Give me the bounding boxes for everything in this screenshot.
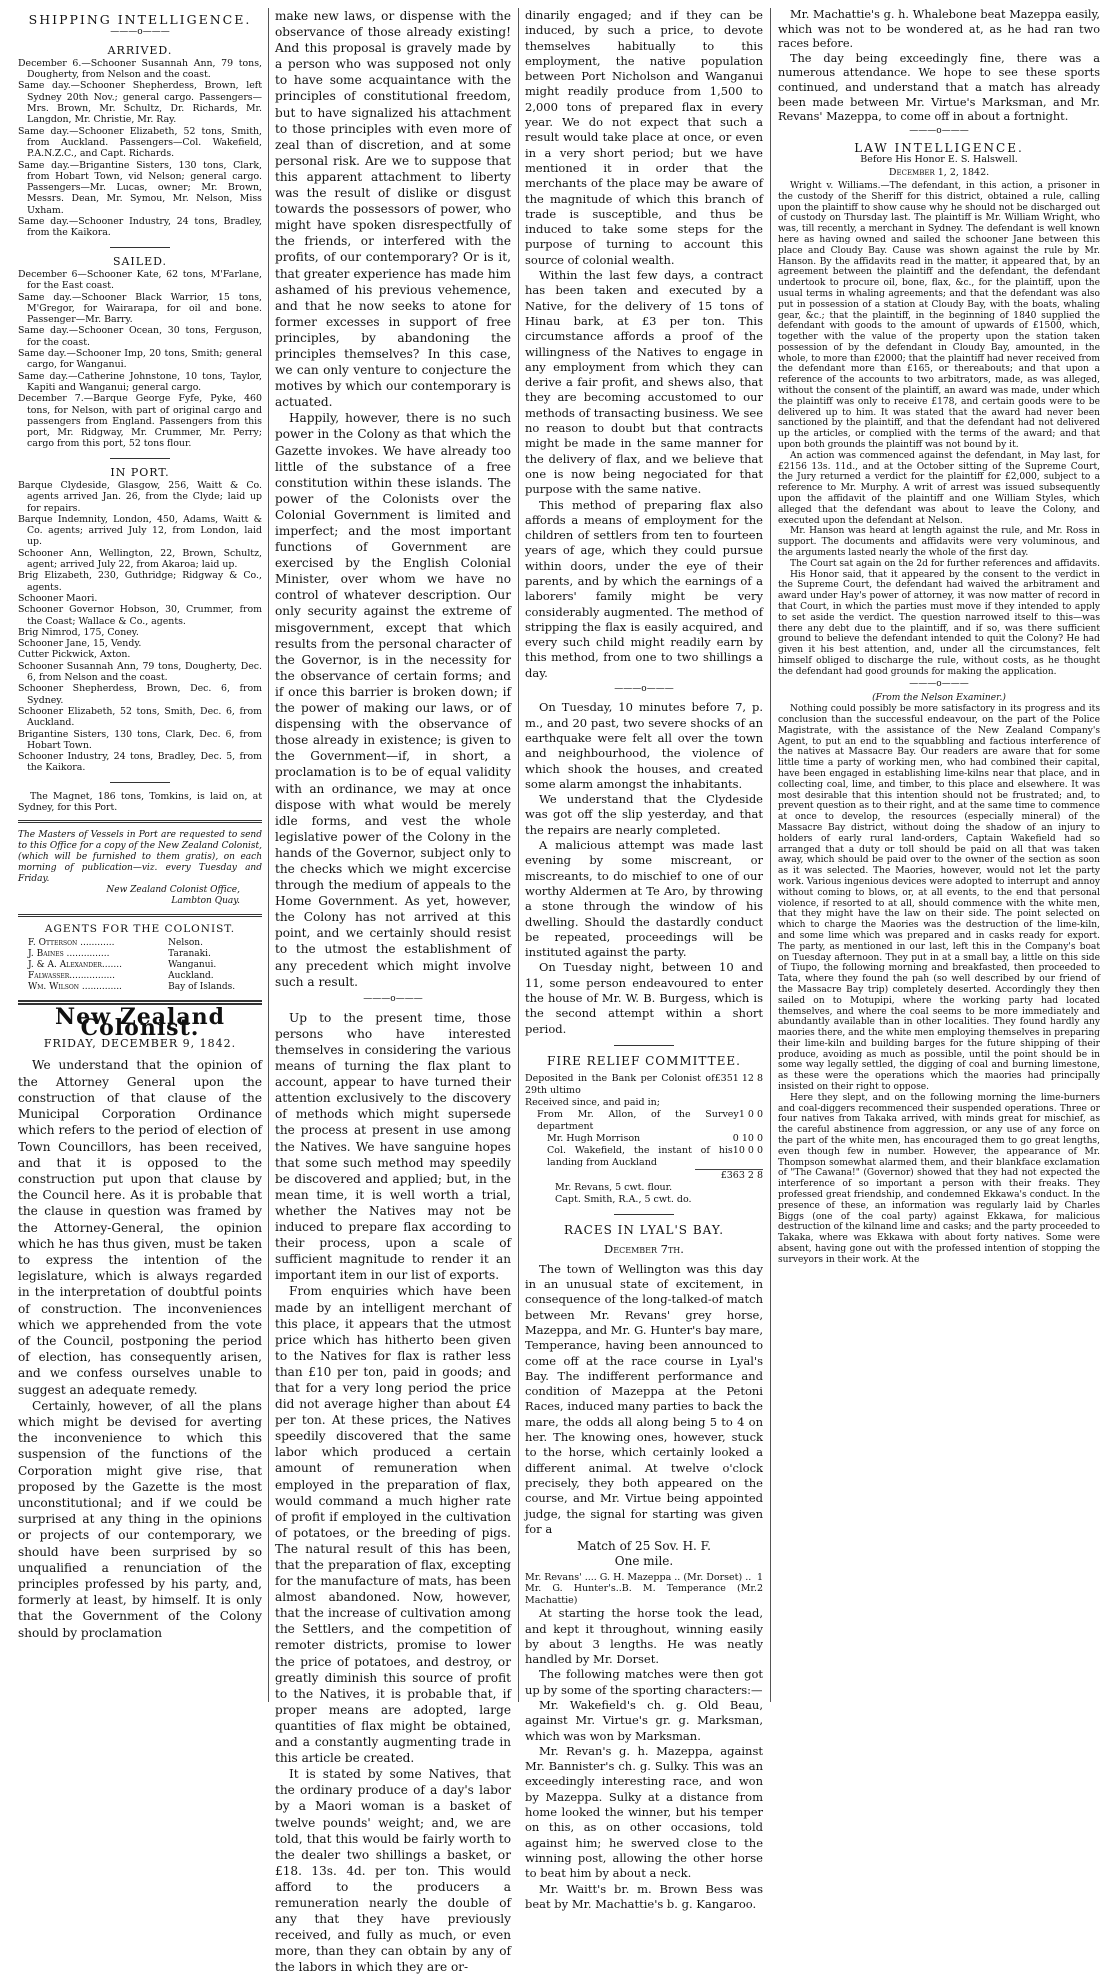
label: Mr. Hugh Morrison <box>547 1133 641 1145</box>
list-item: Same day.—Schooner Elizabeth, 52 tons, Smith, from Auckland. Passengers—Col. Wakefield, P.A.N.Z.C., and Capt. Richards. <box>18 125 262 160</box>
arrived-heading: ARRIVED. <box>107 43 173 57</box>
divider <box>110 782 170 783</box>
table-row <box>18 971 262 982</box>
list-item: Schooner Industry, 24 tons, Bradley, Dec. 5, from the Kaikora. <box>18 751 262 774</box>
list-item: Brigantine Sisters, 130 tons, Clark, Dec. 6, from Hobart Town. <box>18 728 262 751</box>
divider <box>110 458 170 459</box>
list-item: December 7.—Barque George Fyfe, Pyke, 460 tons, for Nelson, with part of original cargo and passengers from England. Passengers from this port, Mr. Ridgway, Mr. Crummer, Mr. Perry; cargo from this port, 52 tons flour. <box>18 393 262 450</box>
list-item: Same day.—Schooner Ocean, 30 tons, Ferguson, for the coast. <box>18 325 262 348</box>
list-item: December 6.—Schooner Susannah Ann, 79 tons, Dougherty, from Nelson and the coast. <box>18 57 262 81</box>
paragraph: The Court sat again on the 2d for further references and affidavits. <box>790 558 1100 569</box>
table-row <box>18 949 262 960</box>
column-1 <box>18 8 262 1702</box>
agent-place: Auckland. <box>168 970 214 981</box>
paragraph: Wright v. Williams.—The defendant, in this action, a prisoner in the custody of the Sheriff for this district, obtained a rule, calling upon the plaintiff to show cause why he should not be discharged out of custody on Thursday last. The plaintiff is Mr. William Wright, who was, till recently, a merchant in Sydney. The defendant is well known here as having owned and sailed the schooner Jane between this place and Cloudy Bay. Cause was shown against the rule by Mr. Hanson. By the affidavits read in the matter, it appeared that, by an agreement between the plaintiff and the defendant, the defendant undertook to procure oil, bone, flax, &c., for the plaintiff, upon the usual terms in whaling agreements; and that the defendant was also put in possession of a station at Cloudy Bay, with the boats, whaling gear, &c.; that the plaintiff, in the beginning of 1840 supplied the defendant with goods to the amount of upwards of £1500, which, together with the value of the property upon the station taken possession of by the defendant in Cloudy Bay, amounted, in the whole, to more than £2000; that the plaintiff had never received from the defendant more than £165, or thereabouts; and that upon a reference of the accounts to two arbitrators, made, as was alleged, without the consent of the plaintiff, an award was made, under which the plaintiff was only to receive £178, and certain goods were to be delivered up to him. It was stated that the award had never been sanctioned by the plaintiff, and that the defendant had not delivered up the articles, or complied with the terms of the award; and that upon both grounds the plaintiff was not bound by it. <box>778 180 1100 451</box>
column-rule <box>770 8 771 1702</box>
paragraph: His Honor said, that it appeared by the consent to the verdict in the Supreme Court, the defendant had waived the arbitrament and award under Hay's power of attorney, it was now matter of record in that Court, in which the parties must move if they intended to apply to set aside the verdict. The question narrowed itself to this—was there any debt due to the plaintiff, and if so, was there sufficient ground to believe the defendant intended to quit the Colony? He had given it his best attention, and, under all the circumstances, felt himself obliged to discharge the rule, without costs, as he thought the defendant had good grounds for making the application. <box>778 569 1100 677</box>
ornament: ———o——— <box>614 684 674 695</box>
races-title: RACES IN LYAL'S BAY. <box>563 1223 725 1238</box>
agents-table <box>18 938 262 993</box>
paragraph: Up to the present time, those persons who have interested themselves in considering the various means of turning the flax plant to account, appear to have turned their attention exclusively to the discovery of methods which might supersede the process at present in use among the Natives. We have sanguine hopes that some such method may speedily be discovered and applied; but, in the mean time, it is well worth a trial, whether the Natives may not be induced to prepare flax according to their process, upon a scale of sufficient magnitude to render it an important item in our list of exports. <box>275 1010 511 1283</box>
list-item: Same day.—Schooner Imp, 20 tons, Smith; general cargo, for Wanganui. <box>18 348 262 371</box>
list-item: Brig Nimrod, 175, Coney. <box>18 626 139 638</box>
amount: 1 0 0 <box>738 1109 763 1121</box>
paragraph: The day being exceedingly fine, there was a numerous attendance. We hope to see these sports continued, and understand that a match has already been made between Mr. Virtue's Marksman, and Mr. Revans' Mazeppa, to come off in about a fortnight. <box>778 51 1100 124</box>
match-sub: One mile. <box>614 1554 674 1569</box>
races-continued <box>778 8 1100 125</box>
double-rule <box>18 914 262 917</box>
paragraph: Happily, however, there is no such power in the Colony as that which the Gazette invokes. We have already too little of the substance of a free constitution within these islands. The power of the Colonists over the Colonial Government is limited and imperfect; and the most important functions of Government are exercised by the English Colonial Minister, over whom we have no control of whatever description. Our only security against the extreme of misgovernment, except that which results from the personal character of the Governor, is in the necessity for the observance of certain forms; and if once this barrier is broken down; if the power of making our laws, or of dispensing with the observance of those already in existence; is given to the Government—if, in short, a proclamation is to be of equal validity with an ordinance, we may at once dispose with what would be merely idle forms, and vest the whole legislative power of the Colony in the hands of the Governor, subject only to the checks which we might excercise through the medium of appeals to the Home Government. As yet, however, the Colony has not arrived at this point, and we certainly should resist to the utmost the establishment of any precedent which might involve such a result. <box>275 411 511 989</box>
table-row: Received since, and paid in; <box>525 1097 660 1109</box>
list-item: Schooner Ann, Wellington, 22, Brown, Schultz, agent; arrived July 22, from Akaroa; laid up. <box>18 547 262 571</box>
column-3 <box>525 8 763 1911</box>
agents-title: AGENTS FOR THE COLONIST. <box>44 923 236 936</box>
list-item: Schooner Susannah Ann, 79 tons, Dougherty, Dec. 6, from Nelson and the coast. <box>18 660 262 684</box>
table-row <box>18 938 262 949</box>
paragraph: Mr. Revan's g. h. Mazeppa, against Mr. Bannister's ch. g. Sulky. This was an exceedingly interesting race, and won by Mazeppa. Sulky at a distance from home looked the winner, but his temper on this, as on other occasions, told against him; he swerved close to the winning post, allowing the other horse to beat him by about a neck. <box>525 1743 763 1881</box>
divider <box>110 247 170 248</box>
paragraph: Nothing could possibly be more satisfactory in its progress and its conclusion than the successful endeavour, on the part of the Police Magistrate, with the assistance of the New Zealand Company's Agent, to put an end to the squabbling and factious interference of the natives at Massacre Bay. Our readers are aware that for some little time a party of working men, who had combined their capital, have been engaged in establishing lime-kilns near that place, and in collecting coal, lime, and timber, to this place and elsewhere. It was most desirable that this intention should not be frustrated; and, to prevent question as to their right, and at the same time to commence at once to develop, the resources (especially mineral) of the Massacre Bay district, without doing the shadow of an injury to holders of early rural land-orders, Captain Wakefield had so arranged that a duty or toll should be paid on all that was taken away, which should be paid over to the owner of the section as soon as it was selected. The Maories, however, would not let the party work. Various ingenious devices were adopted to interrupt and annoy without coming to blows, or, at all events, to the end that personal violence, if resorted to at all, should commence with the white men, that they might have the law on their side. The point selected on which to charge the Maories was the destruction of the lime-kiln, and some lime which was prepared and in casks ready for export. The party, as mentioned in our last, left this in the Company's boat on Tuesday afternoon. They put in at a small bay, a little on this side of Tiupo, the following morning and breakfasted, then proceeded to Tata, where they found the pah (so well described by our friend of the Massacre Bay trip) completely deserted. Accordingly they then sailed on to Motupipi, where the working party had located themselves, and where the coal seems to be more immediately and abundantly available than in other localities. They found hardly any maories there, and the white men employing themselves in preparing their lime-kiln and building barges for the future shipping of their produce, avoiding as much as possible, until the point should be in some way legally settled, the digging of coal and burning limestone, as these were the operations which the maories had principally insisted on their right to oppose. <box>778 704 1100 1093</box>
agent-place: Wanganui. <box>168 959 217 970</box>
examiner-caption: (From the Nelson Examiner.) <box>872 693 1006 704</box>
label: Deposited in the Bank per Colonist of 29th ultimo <box>525 1073 715 1097</box>
amount: 0 10 0 <box>732 1133 763 1145</box>
ornament: ———o——— <box>110 27 170 38</box>
table-row <box>525 1109 763 1133</box>
label: From Mr. Allon, of the Survey department <box>537 1109 739 1133</box>
agent-name: Wm. Wilson .............. <box>28 981 122 992</box>
list-item: Same day.—Brigantine Sisters, 130 tons, Clark, from Hobart Town, vid Nelson; general cargo. Passengers—Mr. Lucas, owner; Mr. Brown, Messrs. Dean, Mr. Symou, Mr. Nelson, Miss Uxham. <box>18 159 262 216</box>
paragraph: A malicious attempt was made last evening by some miscreant, or miscreants, to do mischief to one of our worthy Aldermen at Te Aro, by throwing a stone through the window of his dwelling. Should the dastardly conduct be repeated, proceedings will be instituted against the party. <box>525 838 763 960</box>
paragraph: Mr. Waitt's br. m. Brown Bess was beat by Mr. Machattie's b. g. Kangaroo. <box>525 1881 763 1911</box>
list-item: Schooner Shepherdess, Brown, Dec. 6, from Sydney. <box>18 683 262 706</box>
shipping-title: SHIPPING INTELLIGENCE. <box>28 12 252 27</box>
paragraph: Mr. Wakefield's ch. g. Old Beau, against Mr. Virtue's gr. g. Marksman, which was won by Marksman. <box>525 1698 763 1743</box>
column-4 <box>778 8 1100 1702</box>
list-item: Same day.—Schooner Black Warrior, 15 tons, M'Gregor, for Wairarapa, for oil and bone. Passenger—Mr. Barry. <box>18 291 262 326</box>
table-row <box>695 1169 763 1182</box>
paragraph: The town of Wellington was this day in an unusual state of excitement, in consequence of the long-talked-of match between Mr. Revans' grey horse, Mazeppa, and Mr. G. Hunter's bay mare, Temperance, having been announced to come off at the race course in Lyal's Bay. The indifferent performance and condition of Mazeppa at the Petoni Races, induced many parties to back the mare, the odds all along being 5 to 4 on her. The knowing ones, however, stuck to the horse, which certainly looked a different animal. At twelve o'clock precisely, they both appeared on the course, and Mr. Virtue being appointed judge, the signal for starting was given for a <box>525 1261 763 1536</box>
table-row <box>525 1145 763 1169</box>
label: Mr. G. Hunter's..B. M. Temperance (Mr. Machattie) <box>525 1583 757 1606</box>
agent-name: F. Otterson ............ <box>28 937 115 948</box>
ornament: ———o——— <box>363 993 423 1004</box>
paragraph: On Tuesday, 10 minutes before 7, p. m., and 20 past, two severe shocks of an earthquake were felt all over the town and neighbourhood, the violence of which shook the houses, and created some alarm amongst the inhabitants. <box>525 700 763 791</box>
paragraph: It is stated by some Natives, that the ordinary produce of a day's labor by a Maori woman is a basket of twelve pounds' weight; and, we are told, that this would be fairly worth to the dealer two shillings a basket, or £18. 13s. 4d. per ton. This would afford to the producers a remuneration nearly the double of any that they have previously received, and fully as much, or even more, than they can obtain by any of the labors in which they are or- <box>275 1767 511 1975</box>
paragraph: On Tuesday night, between 10 and 11, some person endeavoured to enter the house of Mr. W. B. Burgess, which is the second attempt within a short period. <box>525 960 763 1036</box>
amount: 10 0 0 <box>732 1145 763 1157</box>
column-rule <box>268 8 269 1702</box>
list-item: Brig Elizabeth, 230, Guthridge; Ridgway & Co., agents. <box>18 570 262 593</box>
list-item: Schooner Governor Hobson, 30, Crummer, from the Coast; Wallace & Co., agents. <box>18 604 262 627</box>
list-item: Same day.—Catherine Johnstone, 10 tons, Taylor, Kapiti and Wanganui; general cargo. <box>18 370 262 393</box>
label: Mr. Revans' .... G. H. Mazeppa .. (Mr. Dorset) .. <box>525 1571 752 1583</box>
divider <box>614 1045 674 1046</box>
list-item: Same day.—Schooner Industry, 24 tons, Bradley, from the Kaikora. <box>18 216 262 239</box>
agent-place: Taranaki. <box>168 948 211 959</box>
ornament: ———o——— <box>909 678 969 689</box>
court-line: Before His Honor E. S. Halswell. <box>860 154 1018 166</box>
divider <box>614 1214 674 1215</box>
paragraph: make new laws, or dispense with the observance of those already existing! And this proposal is gravely made by a person who was supposed not only to have some acquaintance with the principles of constitutional freedom, but to have signalized his attachment to those principles with even more of zeal than of discretion, and at some personal risk. Are we to suppose that this apparent attachment to liberty was the result of dislike or disgust towards the possessors of power, who might have spoken disrespectfully of the friends, or interfered with the profits, of our contemporary? Or is it, that greater experience has made him ashamed of his previous vehemence, and that he now seeks to atone for former excesses in support of free principles, by abandoning the principles themselves? In this case, we can only venture to conjecture the motives by which our contemporary is actuated. <box>275 9 511 410</box>
column-rule <box>518 8 519 1702</box>
law-title: LAW INTELLIGENCE. <box>854 140 1024 155</box>
list-item: Schooner Elizabeth, 52 tons, Smith, Dec. 6, from Auckland. <box>18 705 262 729</box>
paragraph: The following matches were then got up by some of the sporting characters:— <box>525 1667 763 1697</box>
paragraph: Certainly, however, of all the plans which might be devised for averting the inconvenience to which this suspension of the functions of the Corporation might give rise, that proposed by the Gazette is the most unconstitutional; and if we could be surprised at any thing in the opinions or projects of our contemporary, we should have been surprised by so unqualified a renunciation of the principles professed by his party, and, formerly at least, by himself. It is only that the Government of the Colony should by proclamation <box>18 1398 262 1640</box>
paragraph: Here they slept, and on the following morning the lime-burners and coal-diggers recommenced their suspended operations. Three or four natives from Takaka arrived, with minds great for mischief, as the careful abstinence from aggression, or any use of any force on the part of the white men, has encouraged them to go great lengths, even though few in number. However, the appearance of Mr. Thompson somewhat alarmed them, and their blankface exclamation of "The Cawana!" (Governor) showed that they had not expected the interference of so important a person with their freaks. They professed great friendship, and condemned Ekkawa's conduct. In the presence of these, an information was regularly laid by Charles Biggs (one of the coal party) against Ekkawa, for malicious destruction of the kilnand lime and casks; and the party proceeded to Takaka, where was Ekkawa with about forty natives. Some were absent, having gone out with the professed intention of stopping the surveyors in their work. At the <box>778 1092 1100 1265</box>
place: 1 <box>756 1571 763 1583</box>
paragraph: Mr. Hanson was heard at length against the rule, and Mr. Ross in support. The documents and affidavits were very voluminous, and the arguments lasted nearly the whole of the first day. <box>778 526 1100 559</box>
arrived-list <box>18 58 262 239</box>
list-item: Barque Clydeside, Glasgow, 256, Waitt & Co. agents arrived Jan. 26, from the Clyde; laid up for repairs. <box>18 479 262 514</box>
amount: £351 12 8 <box>714 1073 763 1085</box>
agent-name: J. Baines ............... <box>28 948 110 959</box>
masthead-title: New Zealand Colonist. <box>54 1003 225 1041</box>
fire-title: FIRE RELIEF COMMITTEE. <box>547 1053 741 1068</box>
masthead-date: FRIDAY, DECEMBER 9, 1842. <box>43 1037 237 1051</box>
total: £363 2 8 <box>720 1170 763 1182</box>
paragraph: At starting the horse took the lead, and kept it throughout, winning easily by about 3 lengths. He was neatly handled by Mr. Dorset. <box>525 1606 763 1667</box>
court-date: December 1, 2, 1842. <box>888 167 990 179</box>
masters-notice: The Masters of Vessels in Port are requested to send to this Office for a copy of the New Zealand Colonist, (which will be furnished to them gratis), on each morning of publication—viz. every Tuesday and Friday. <box>18 830 262 885</box>
editorial-start <box>18 1057 262 1640</box>
double-rule <box>18 820 262 823</box>
list-item: Barque Indemnity, London, 450, Adams, Waitt & Co. agents; arrived July 12, from London, laid up. <box>18 513 262 548</box>
paragraph: dinarily engaged; and if they can be induced, by such a price, to devote themselves habitually to this employment, the native population between Port Nicholson and Wanganui might readily produce from 1,500 to 2,000 tons of prepared flax in every year. We do not expect that such a result would take place at once, or even in a very short period; but we have mentioned it in order that the merchants of the place may be aware of the magnitude of which this branch of trade is susceptible, and thus be induced to take some steps for the purpose of turning to account this source of colonial wealth. <box>525 8 763 267</box>
paragraph: This method of preparing flax also affords a means of employment for the children of settlers from ten to fourteen years of age, which they could pursue within doors, under the eye of their parents, and by which the earnings of a laborers' family might be very considerably augmented. The method of stripping the flax is easily acquired, and every such child might readily earn by this method, from one to two shillings a day. <box>525 497 763 680</box>
table-row <box>18 960 262 971</box>
paragraph: We understand that the opinion of the Attorney General upon the construction of that clause of the Municipal Corporation Ordinance which refers to the period of election of Town Councillors, has been received, and that it is opposed to the construction put upon that clause by the Council here. As it is probable that the clause in question was framed by the Attorney-General, the opinion which he has thus given, must be taken to express the intention of the legislature, which is always regarded in the interpretation of doubtful points of construction. The inconveniences which we apprehended from the vote of the Council, postponing the period of election, has consequently arisen, and we confess ourselves unable to suggest an adequate remedy. <box>18 1058 262 1397</box>
agent-name: Falwasser................ <box>28 970 116 981</box>
table-row <box>18 982 262 993</box>
place: 2 <box>756 1583 763 1595</box>
match-title: Match of 25 Sov. H. F. <box>577 1539 711 1554</box>
table-row: Mr. Revans, 5 cwt. flour. <box>555 1182 673 1194</box>
agent-place: Nelson. <box>168 937 203 948</box>
sailed-heading: SAILED. <box>112 254 168 268</box>
inport-heading: IN PORT. <box>110 465 170 479</box>
table-row <box>525 1572 763 1584</box>
agent-name: J. & A. Alexander....... <box>28 959 122 970</box>
paragraph: Within the last few days, a contract has been taken and executed by a Native, for the delivery of 15 tons of Hinau bark, at £3 per ton. This circumstance affords a proof of the willingness of the Natives to engage in any employment from which they can derive a fair profit, and shews also, that they are becoming accustomed to our methods of transacting business. We see no reason to doubt but that contracts might be made in the same manner for the delivery of flax, and we believe that one is now being negociated for that purpose with the same native. <box>525 268 763 497</box>
table-row: Capt. Smith, R.A., 5 cwt. do. <box>555 1194 692 1206</box>
list-item: December 6—Schooner Kate, 62 tons, M'Farlane, for the East coast. <box>18 268 262 292</box>
notice-office: New Zealand Colonist Office, <box>106 885 240 896</box>
ornament: ———o——— <box>909 125 969 136</box>
table-row <box>525 1133 763 1145</box>
races-date: December 7th. <box>604 1242 684 1257</box>
paragraph: We understand that the Clydeside was got off the slip yesterday, and that the repairs are nearly completed. <box>525 792 763 837</box>
label: Col. Wakefield, the instant of his landing from Auckland <box>547 1145 733 1169</box>
list-item: Schooner Maori. <box>18 592 98 604</box>
list-item: Same day.—Schooner Shepherdess, Brown, left Sydney 20th Nov.; general cargo. Passengers—Mrs. Brown, Mr. Schultz, Dr. Richards, Mr. Langdon, Mr. Christie, Mr. Ray. <box>18 80 262 126</box>
sailed-list <box>18 269 262 450</box>
paragraph: From enquiries which have been made by an intelligent merchant of this place, it appears that the utmost price which has hitherto been given to the Natives for flax is rather less than £10 per ton, paid in goods; and that for a very long period the price did not average higher than about £4 per ton. At these prices, the Natives speedily discovered that the same labor which produced a certain amount of remuneration when employed in the preparation of flax, would command a much higher rate of profit if employed in the cultivation of potatoes, or the breeding of pigs. The natural result of this has been, that the preparation of flax, excepting for the manufacture of mats, has been almost abandoned. Now, however, that the increase of cultivation among the Settlers, and the competition of remoter districts, promise to lower the price of potatoes, and destroy, or greatly diminish this source of profit to the Natives, it is probable that, if proper means are adopted, large quantities of flax might be obtained, and a constantly augmenting trade in this article be created. <box>275 1284 511 1766</box>
notice-place: Lambton Quay. <box>171 896 240 907</box>
list-item: Schooner Jane, 15, Vendy. <box>18 638 142 650</box>
paragraph: An action was commenced against the defendant, in May last, for £2156 13s. 11d., and at the October sitting of the Supreme Court, the Jury returned a verdict for the plaintiff for £2,000, subject to a reference to Mr. Murphy. A writ of arrest was issued subsequently upon the affidavit of the plaintiff and one William Styles, which alleged that the defendant was about to leave the Colony, and executed upon the defendant at Nelson. <box>778 450 1100 526</box>
table-row <box>525 1583 763 1606</box>
column-2 <box>275 8 511 1975</box>
magnet-notice: The Magnet, 186 tons, Tomkins, is laid on, at Sydney, for this Port. <box>18 790 262 813</box>
table-row <box>525 1073 763 1097</box>
agent-place: Bay of Islands. <box>168 981 236 992</box>
paragraph: Mr. Machattie's g. h. Whalebone beat Mazeppa easily, which was not to be wondered at, as he had ran two races before. <box>778 8 1100 51</box>
fire-table <box>525 1073 763 1206</box>
list-item: Cutter Pickwick, Axton. <box>18 649 131 661</box>
inport-list <box>18 480 262 774</box>
